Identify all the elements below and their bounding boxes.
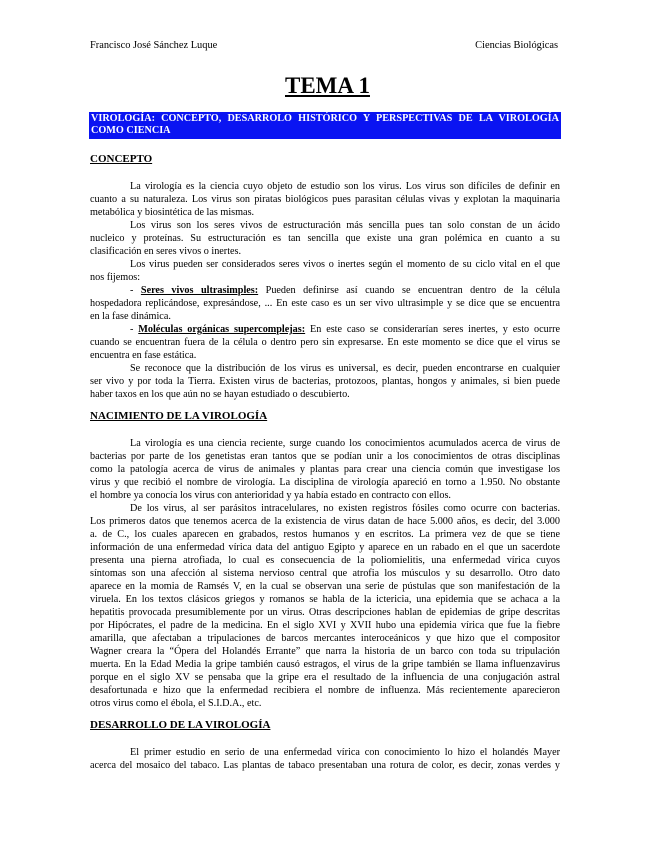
paragraph-line: Los primeros datos que tenemos acerca de la existencia de virus datan de hace 5.000 años, es decir, del 3.000 xyxy=(90,516,560,527)
paragraph-line: a. de C., los cuales aparecen en grabados, restos humanos y en escritos. La primera vez de que se tiene xyxy=(90,529,560,540)
paragraph-line: en la fase dinámica. xyxy=(90,311,171,322)
paragraph-line: como la patología acerca de virus de animales y plantas para crear una ciencia común que investigase los xyxy=(90,464,560,475)
header-author: Francisco José Sánchez Luque xyxy=(90,40,218,51)
list-text: Pueden definirse así cuando se encuentran dentro de la célula xyxy=(258,285,560,296)
list-term: Seres vivos ultrasimples: xyxy=(140,285,259,296)
paragraph-line: información de una enfermedad vírica data del antiguo Egipto y aparece en un rabado en el que un sacerdote xyxy=(90,542,560,553)
header-subject: Ciencias Biológicas xyxy=(475,40,558,51)
paragraph-line: virus y que recibió el nombre de virología. La disciplina de virología apareció en torno a 1.950. No obstante xyxy=(90,477,560,488)
paragraph-line: viruela. En los textos clásicos griegos y romanos se habla de la ictericia, una epidemia que se achaca a la xyxy=(90,594,560,605)
banner-line-1: VIROLOGÍA: CONCEPTO, DESARROLO HISTÓRICO Y PERSPECTIVAS DE LA VIROLOGÍA xyxy=(91,113,559,124)
paragraph-line: presenta una pierna atrofiada, lo cual es consecuencia de la poliomielitis, una enfermedad vírica cuyos xyxy=(90,555,560,566)
paragraph-line: otros virus como el ébola, el S.I.D.A., etc. xyxy=(90,698,262,709)
paragraph-line: De los virus, al ser parásitos intracelulares, no existen registros fósiles como ocurre con bacterias. xyxy=(130,503,560,514)
section-heading-nacimiento: NACIMIENTO DE LA VIROLOGÍA xyxy=(90,410,268,422)
paragraph-line: Los virus pueden ser considerados seres vivos o inertes según el momento de su ciclo vital en el que xyxy=(130,259,560,270)
section-heading-concepto: CONCEPTO xyxy=(90,153,153,165)
paragraph-line: Los virus son los seres vivos de estructuración más sencilla pues tan solo constan de un ácido xyxy=(130,220,560,231)
paragraph-line: por Hipócrates, el padre de la medicina. En el siglo XVI y XVII hubo una epidemia vírica que fue la fiebre xyxy=(90,620,560,631)
paragraph-line: La virología es la ciencia cuyo objeto de estudio son los virus. Los virus son difíciles de definir en xyxy=(130,181,560,192)
list-dash: - xyxy=(130,324,139,335)
paragraph-line: acerca del mosaico del tabaco. Las plantas de tabaco presentaban una rotura de color, es decir, zonas verdes y xyxy=(90,760,560,771)
paragraph-line: amarilla, que afectaban a tripulaciones de barcos mercantes interoceánicos y que hizo que el compositor xyxy=(90,633,560,644)
chapter-banner xyxy=(89,112,561,139)
paragraph-line: nos fijemos: xyxy=(90,272,141,283)
paragraph-line: cuanto a su naturaleza. Los virus son piratas biológicos pues parasitan células vivas y explotan la maquinaria xyxy=(90,194,560,205)
section-heading-desarrollo: DESARROLLO DE LA VIROLOGÍA xyxy=(90,719,271,731)
paragraph-line: metabólica y biosintética de las mismas. xyxy=(90,207,255,218)
paragraph-line: nucleico y proteínas. Su estructuración es tan sencilla que existe una gran polémica en cuanto a su xyxy=(90,233,560,244)
paragraph-line: cuando se encuentran fuera de la célula o dentro pero sin expresarse. En este momento se dice que el virus se xyxy=(90,337,560,348)
paragraph-line: porque en el siglo XV se pensaba que la gripe era el resultado de la influencia de una conjugación astral xyxy=(90,672,560,683)
paragraph-line: síntomas son una afección al sistema nervioso central que atrofia los músculos y su desarrollo. Otro dato xyxy=(90,568,560,579)
list-text: En este caso se considerarían seres inertes, y esto ocurre xyxy=(305,324,560,335)
paragraph-line: el hombre ya conocía los virus con anterioridad y ya había estado en contracto con ellos. xyxy=(90,490,451,501)
paragraph-line: desafortunada e hizo que la enfermedad recibiera el nombre de influenza. Más recientemente aparecieron xyxy=(90,685,560,696)
paragraph-line: haber taxos en los que aún no se hayan estudiado o descubierto. xyxy=(90,389,350,400)
paragraph-line: hepatitis provocada presumiblemente por un virus. Otras descripciones hablan de epidemias de gripe descritas xyxy=(90,607,560,618)
paragraph-line: ser vivo y por toda la Tierra. Existen virus de bacterias, protozoos, plantas, hongos y animales, si bien puede xyxy=(90,376,560,387)
paragraph-line: encuentra en fase estática. xyxy=(90,350,197,361)
paragraph-line: Wagner creara la “Ópera del Holandés Errante” que narra la historia de un barco con toda su tripulación xyxy=(90,646,560,657)
paragraph-line: La virología es una ciencia reciente, surge cuando los conocimientos acumulados acerca de virus de xyxy=(130,438,560,449)
list-dash: - xyxy=(130,285,141,296)
banner-line-2: COMO CIENCIA xyxy=(91,125,171,136)
list-term: Moléculas orgánicas supercomplejas: xyxy=(138,324,306,335)
paragraph-line: aparece en la momia de Ramsés V, en la cual se observan una serie de pústulas que son manifestación de la xyxy=(90,581,560,592)
list-item-line xyxy=(130,323,560,336)
paragraph-line: clasificación en seres vivos o inertes. xyxy=(90,246,242,257)
paragraph-line: hospedadora replicándose, expresándose, ... En este caso es un ser vivo ultrasimple y se dice que se encuentra xyxy=(90,298,560,309)
paragraph-line: El primer estudio en serio de una enfermedad vírica con conocimiento lo hizo el holandés Mayer xyxy=(130,747,560,758)
paragraph-line: bacterias por parte de los genetistas eran tantos que se podían unir a los conocimientos de otras disciplinas xyxy=(90,451,560,462)
page-title: TEMA 1 xyxy=(285,73,370,98)
paragraph-line: muerta. En la Edad Media la gripe también causó estragos, el virus de la gripe también se llama influenzavirus xyxy=(90,659,560,670)
list-item-line xyxy=(130,284,560,297)
paragraph-line: Se reconoce que la distribución de los virus es universal, es decir, pueden encontrarse en cualquier xyxy=(130,363,560,374)
